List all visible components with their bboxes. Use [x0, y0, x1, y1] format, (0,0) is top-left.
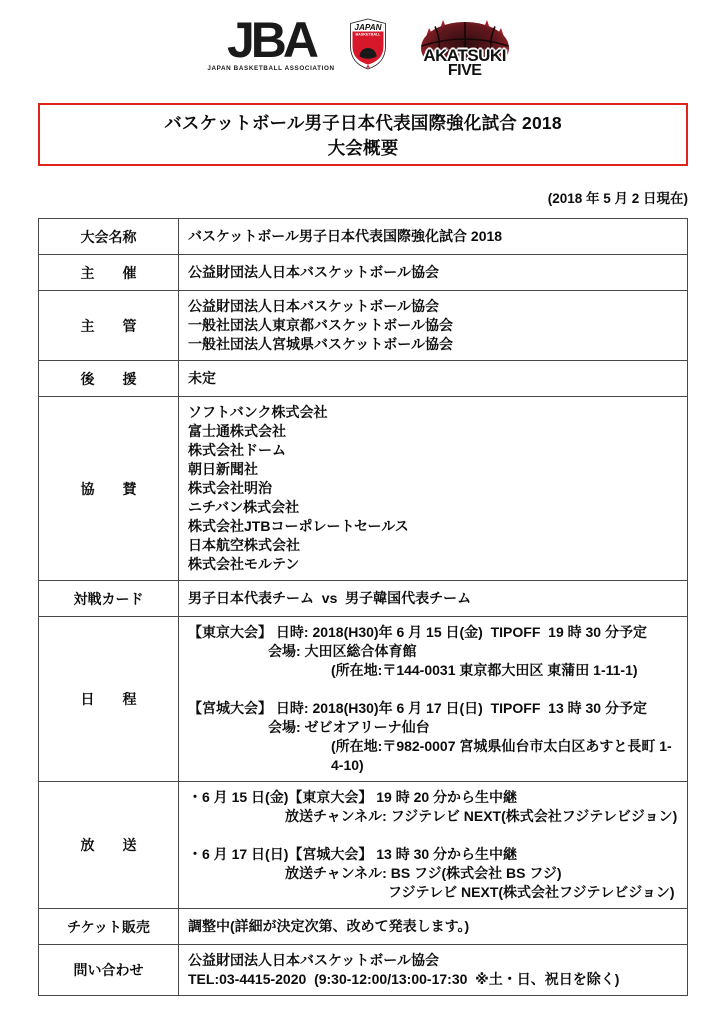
- content-line: 公益財団法人日本バスケットボール協会: [188, 952, 440, 968]
- table-row-schedule: [39, 617, 687, 782]
- table-row-contact: [39, 945, 687, 995]
- row-label: 放 送: [39, 782, 179, 908]
- content-line: 株式会社明治: [188, 480, 272, 496]
- row-label: 対戦カード: [39, 581, 179, 616]
- content-line: 放送チャンネル: フジテレビ NEXT(株式会社フジテレビジョン): [285, 808, 678, 824]
- jba-logo-text: JBA: [226, 12, 315, 68]
- table-row-support: [39, 361, 687, 397]
- content-line: バスケットボール男子日本代表国際強化試合 2018: [188, 228, 503, 244]
- content-line: ニチバン株式会社: [188, 499, 300, 515]
- content-line: 【東京大会】 日時: 2018(H30)年 6 月 15 日(金) TIPOFF 19 時 30 分予定: [188, 624, 647, 640]
- row-content: [179, 782, 687, 908]
- date-note: (2018 年 5 月 2 日現在): [547, 191, 688, 206]
- line-gap: [188, 680, 681, 699]
- row-content: [179, 219, 687, 254]
- content-line: 会場: 大田区総合体育館: [268, 643, 417, 659]
- content-line: 放送チャンネル: BS フジ(株式会社 BS フジ): [285, 865, 562, 881]
- table-row-sponsors: [39, 397, 687, 581]
- akatsuki-line1: AKATSUKI: [423, 46, 506, 65]
- info-table: [38, 218, 688, 996]
- content-line: 【宮城大会】 日時: 2018(H30)年 6 月 17 日(日) TIPOFF 13 時 30 分予定: [188, 700, 647, 716]
- svg-text:BASKETBALL: BASKETBALL: [355, 32, 381, 37]
- content-line: 調整中(詳細が決定次第、改めて発表します。): [188, 918, 470, 934]
- content-line: 株式会社モルテン: [188, 556, 300, 572]
- table-row-organizer: [39, 255, 687, 291]
- content-line: ・6 月 17 日(日)【宮城大会】 13 時 30 分から生中継: [188, 846, 518, 862]
- header-logos: [0, 0, 724, 88]
- row-content: [179, 909, 687, 944]
- content-line: 未定: [188, 370, 216, 386]
- content-line: 株式会社ドーム: [188, 442, 286, 458]
- title-line-2: 大会概要: [327, 138, 399, 158]
- line-gap: [188, 826, 681, 845]
- content-line: 富士通株式会社: [188, 423, 286, 439]
- title-line-1: バスケットボール男子日本代表国際強化試合 2018: [164, 113, 562, 133]
- row-content: [179, 291, 687, 360]
- akatsuki-five-logo: [413, 16, 517, 78]
- content-line: 公益財団法人日本バスケットボール協会: [188, 298, 440, 314]
- content-line: (所在地:〒982-0007 宮城県仙台市太白区あすと長町 1-4-10): [331, 738, 672, 773]
- content-line: (所在地:〒144-0031 東京都大田区 東蒲田 1-11-1): [331, 662, 638, 678]
- row-label: 主 催: [39, 255, 179, 290]
- content-line: 公益財団法人日本バスケットボール協会: [188, 264, 440, 280]
- row-label: 大会名称: [39, 219, 179, 254]
- content-line: 株式会社JTBコーポレートセールス: [188, 518, 409, 534]
- row-content: [179, 581, 687, 616]
- jba-logo-subtext: JAPAN BASKETBALL ASSOCIATION: [207, 65, 335, 72]
- table-row-match-card: [39, 581, 687, 617]
- content-line: ・6 月 15 日(金)【東京大会】 19 時 20 分から生中継: [188, 789, 518, 805]
- content-line: 一般社団法人東京都バスケットボール協会: [188, 317, 454, 333]
- akatsuki-line2: FIVE: [447, 62, 482, 80]
- row-label: 主 管: [39, 291, 179, 360]
- row-label: 日 程: [39, 617, 179, 781]
- row-content: [179, 397, 687, 580]
- row-content: [179, 361, 687, 396]
- content-line: 日本航空株式会社: [188, 537, 300, 553]
- content-line: 朝日新聞社: [188, 461, 258, 477]
- content-line: 会場: ゼビオアリーナ仙台: [268, 719, 430, 735]
- row-label: 問い合わせ: [39, 945, 179, 995]
- table-row-management: [39, 291, 687, 361]
- akatsuki-logo-text: [423, 48, 506, 78]
- table-row-tournament-name: [39, 219, 687, 255]
- svg-text:JAPAN: JAPAN: [354, 23, 382, 32]
- japan-basketball-badge-icon: [349, 18, 387, 75]
- row-label: チケット販売: [39, 909, 179, 944]
- content-line: TEL:03-4415-2020 (9:30-12:00/13:00-17:30 ※土・日、祝日を除く): [188, 971, 620, 987]
- row-label: 後 援: [39, 361, 179, 396]
- row-label: 協 賛: [39, 397, 179, 580]
- content-line: ソフトバンク株式会社: [188, 404, 328, 420]
- content-line: 男子日本代表チーム vs 男子韓国代表チーム: [188, 590, 472, 606]
- row-content: [179, 945, 687, 995]
- content-line: 一般社団法人宮城県バスケットボール協会: [188, 336, 454, 352]
- table-row-broadcast: [39, 782, 687, 909]
- table-row-ticket-sales: [39, 909, 687, 945]
- row-content: [179, 617, 687, 781]
- jba-logo: [207, 12, 335, 72]
- row-content: [179, 255, 687, 290]
- title-box: [38, 103, 688, 166]
- content-line: フジテレビ NEXT(株式会社フジテレビジョン): [388, 884, 675, 900]
